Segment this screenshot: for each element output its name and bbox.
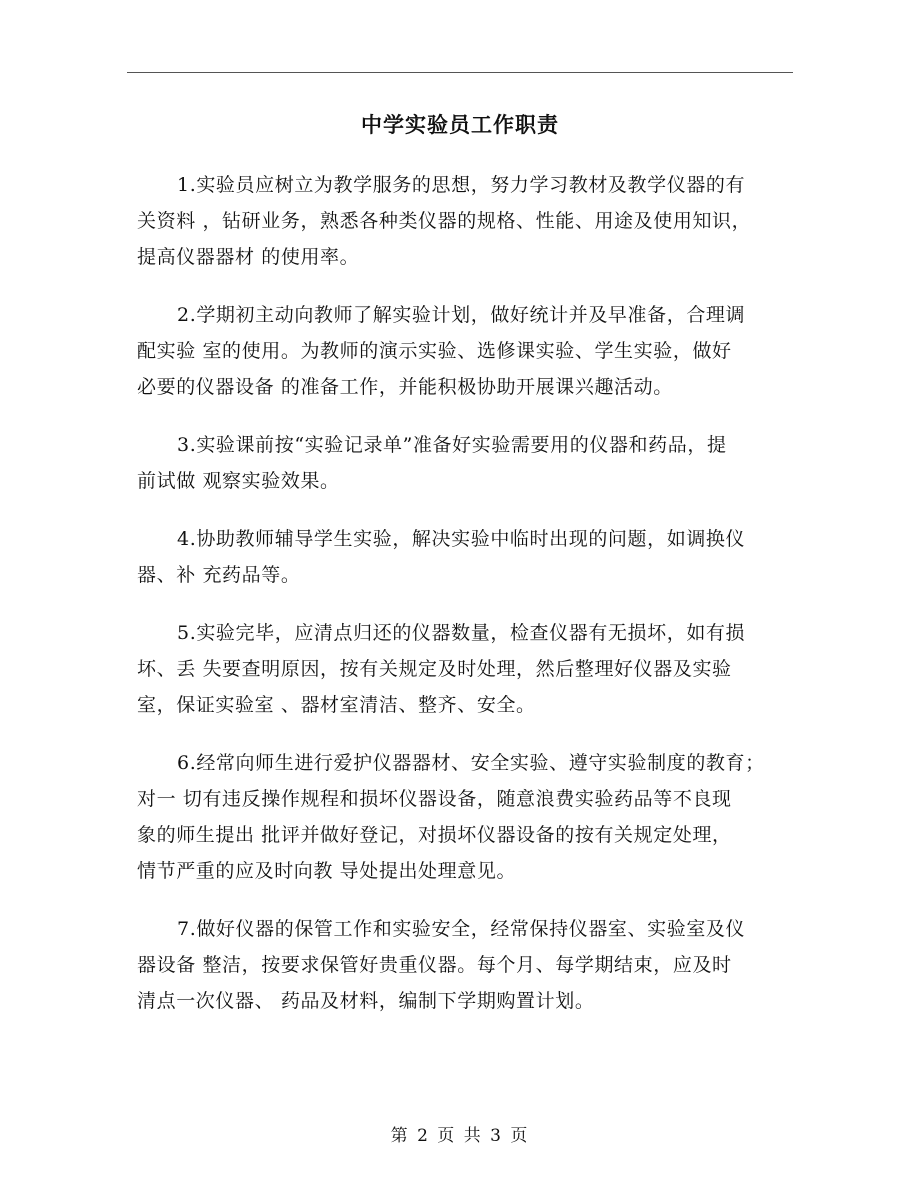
paragraph-line: 器、补 充药品等。 bbox=[137, 564, 301, 586]
paragraph-line: 1.实验员应树立为教学服务的思想，努力学习教材及教学仪器的有 bbox=[177, 174, 746, 196]
paragraph-line: 清点一次仪器、 药品及材料，编制下学期购置计划。 bbox=[137, 990, 595, 1012]
paragraph-line: 对一 切有违反操作规程和损坏仪器设备，随意浪费实验药品等不良现 bbox=[137, 788, 732, 810]
paragraph-line: 情节严重的应及时向教 导处提出处理意见。 bbox=[137, 860, 517, 882]
page-footer: 第 2 页 共 3 页 bbox=[390, 1126, 530, 1146]
paragraph-line: 器设备 整洁，按要求保管好贵重仪器。每个月、每学期结束，应及时 bbox=[137, 954, 732, 976]
paragraph-line: 坏、丢 失要查明原因，按有关规定及时处理，然后整理好仪器及实验 bbox=[137, 658, 732, 680]
paragraph-2 bbox=[137, 297, 787, 405]
paragraph-line: 象的师生提出 批评并做好登记，对损坏仪器设备的按有关规定处理， bbox=[137, 824, 732, 846]
paragraph-7 bbox=[137, 911, 787, 1019]
paragraph-line: 2.学期初主动向教师了解实验计划，做好统计并及早准备，合理调 bbox=[177, 304, 746, 326]
paragraph-line: 7.做好仪器的保管工作和实验安全，经常保持仪器室、实验室及仪 bbox=[177, 918, 746, 940]
paragraph-line: 提高仪器器材 的使用率。 bbox=[137, 246, 360, 268]
paragraph-line: 室，保证实验室 、器材室清洁、整齐、安全。 bbox=[137, 694, 536, 716]
document-body bbox=[137, 167, 787, 1041]
paragraph-5 bbox=[137, 615, 787, 723]
paragraph-1 bbox=[137, 167, 787, 275]
paragraph-3 bbox=[137, 427, 787, 499]
header-rule bbox=[127, 72, 793, 73]
paragraph-line: 前试做 观察实验效果。 bbox=[137, 470, 340, 492]
page-title: 中学实验员工作职责 bbox=[361, 112, 559, 137]
paragraph-line: 关资料 ，钻研业务，熟悉各种类仪器的规格、性能、用途及使用知识， bbox=[137, 210, 752, 232]
paragraph-line: 必要的仪器设备 的准备工作，并能积极协助开展课兴趣活动。 bbox=[137, 376, 673, 398]
paragraph-6 bbox=[137, 745, 787, 889]
paragraph-line: 配实验 室的使用。为教师的演示实验、选修课实验、学生实验，做好 bbox=[137, 340, 732, 362]
paragraph-line: 4.协助教师辅导学生实验，解决实验中临时出现的问题，如调换仪 bbox=[177, 528, 746, 550]
paragraph-line: 6.经常向师生进行爱护仪器器材、安全实验、遵守实验制度的教育； bbox=[177, 752, 765, 774]
paragraph-line: 3.实验课前按“实验记录单”准备好实验需要用的仪器和药品，提 bbox=[177, 434, 727, 456]
paragraph-4 bbox=[137, 521, 787, 593]
paragraph-line: 5.实验完毕，应清点归还的仪器数量，检查仪器有无损坏，如有损 bbox=[177, 622, 746, 644]
